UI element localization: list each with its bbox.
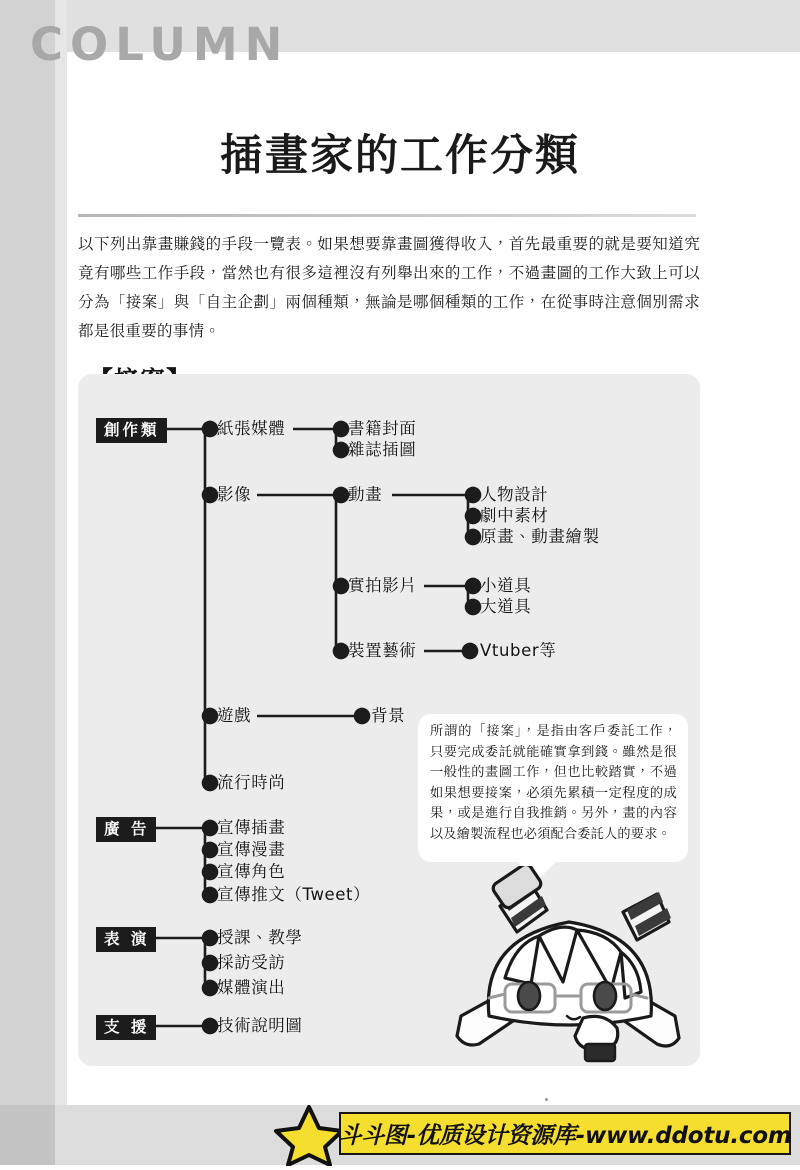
node-book-cover[interactable]: 書籍封面: [348, 419, 417, 438]
page-title: 插畫家的工作分類: [220, 131, 580, 181]
node-technical-diagram[interactable]: 技術說明圖: [217, 1016, 303, 1035]
node-large-props[interactable]: 大道具: [480, 597, 532, 616]
category-box-support[interactable]: 支 援: [96, 1015, 156, 1040]
category-box-advertising[interactable]: 廣 告: [96, 817, 156, 842]
node-small-props[interactable]: 小道具: [480, 576, 532, 595]
callout-text: 所謂的「接案」，是指由客戶委託工作，只要完成委託就能確實拿到錢。雖然是很一般性的畫圖工作，但也比較踏實，不過如果想要接案，必須先累積一定程度的成果，或是進行自我推銷。另外，畫的內容以及繪製流程也必須配合委託人的要求。: [430, 724, 677, 842]
node-promo-manga[interactable]: 宣傳漫畫: [217, 840, 286, 859]
footer-speck: [545, 1098, 548, 1101]
node-installation-art[interactable]: 裝置藝術: [348, 641, 417, 660]
title-divider: [78, 214, 696, 217]
node-background[interactable]: 背景: [371, 706, 406, 725]
star-icon: [272, 1104, 346, 1166]
node-character-design[interactable]: 人物設計: [480, 485, 549, 504]
node-paper-media[interactable]: 紙張媒體: [217, 419, 286, 438]
category-box-performance[interactable]: 表 演: [96, 927, 156, 952]
intro-paragraph: 以下列出靠畫賺錢的手段一覽表。如果想要靠畫圖獲得收入，首先最重要的就是要知道究竟有哪些工作手段，當然也有很多這裡沒有列舉出來的工作，不過畫圖的工作大致上可以分為「接案」與「自主企劃」兩個種類，無論是哪個種類的工作，在從事時注意個別需求都是很重要的事情。: [78, 235, 700, 340]
node-promo-character[interactable]: 宣傳角色: [217, 862, 286, 881]
mascot-character-illustration: [443, 866, 705, 1066]
node-interview[interactable]: 採訪受訪: [217, 953, 286, 972]
node-media-appearance[interactable]: 媒體演出: [217, 978, 286, 997]
node-vtuber[interactable]: Vtuber等: [480, 641, 557, 660]
node-promo-tweet[interactable]: 宣傳推文（Tweet）: [217, 885, 371, 904]
node-fashion[interactable]: 流行時尚: [217, 773, 286, 792]
node-animation[interactable]: 動畫: [348, 485, 383, 504]
watermark-text: 斗斗图-优质设计资源库-www.ddotu.com: [338, 1123, 792, 1149]
node-promo-illustration[interactable]: 宣傳插畫: [217, 818, 286, 837]
node-video[interactable]: 影像: [217, 485, 252, 504]
node-magazine-illustration[interactable]: 雜誌插圖: [348, 440, 417, 459]
column-label: COLUMN: [30, 18, 290, 71]
node-in-show-material[interactable]: 劇中素材: [480, 506, 549, 525]
category-box-creative[interactable]: 創作類: [96, 418, 167, 443]
node-teaching[interactable]: 授課、教學: [217, 928, 303, 947]
node-game[interactable]: 遊戲: [217, 706, 252, 725]
node-key-and-inbetween-art[interactable]: 原畫、動畫繪製: [480, 527, 600, 546]
node-live-action-film[interactable]: 實拍影片: [348, 576, 417, 595]
footer-left-band: [0, 1105, 55, 1165]
